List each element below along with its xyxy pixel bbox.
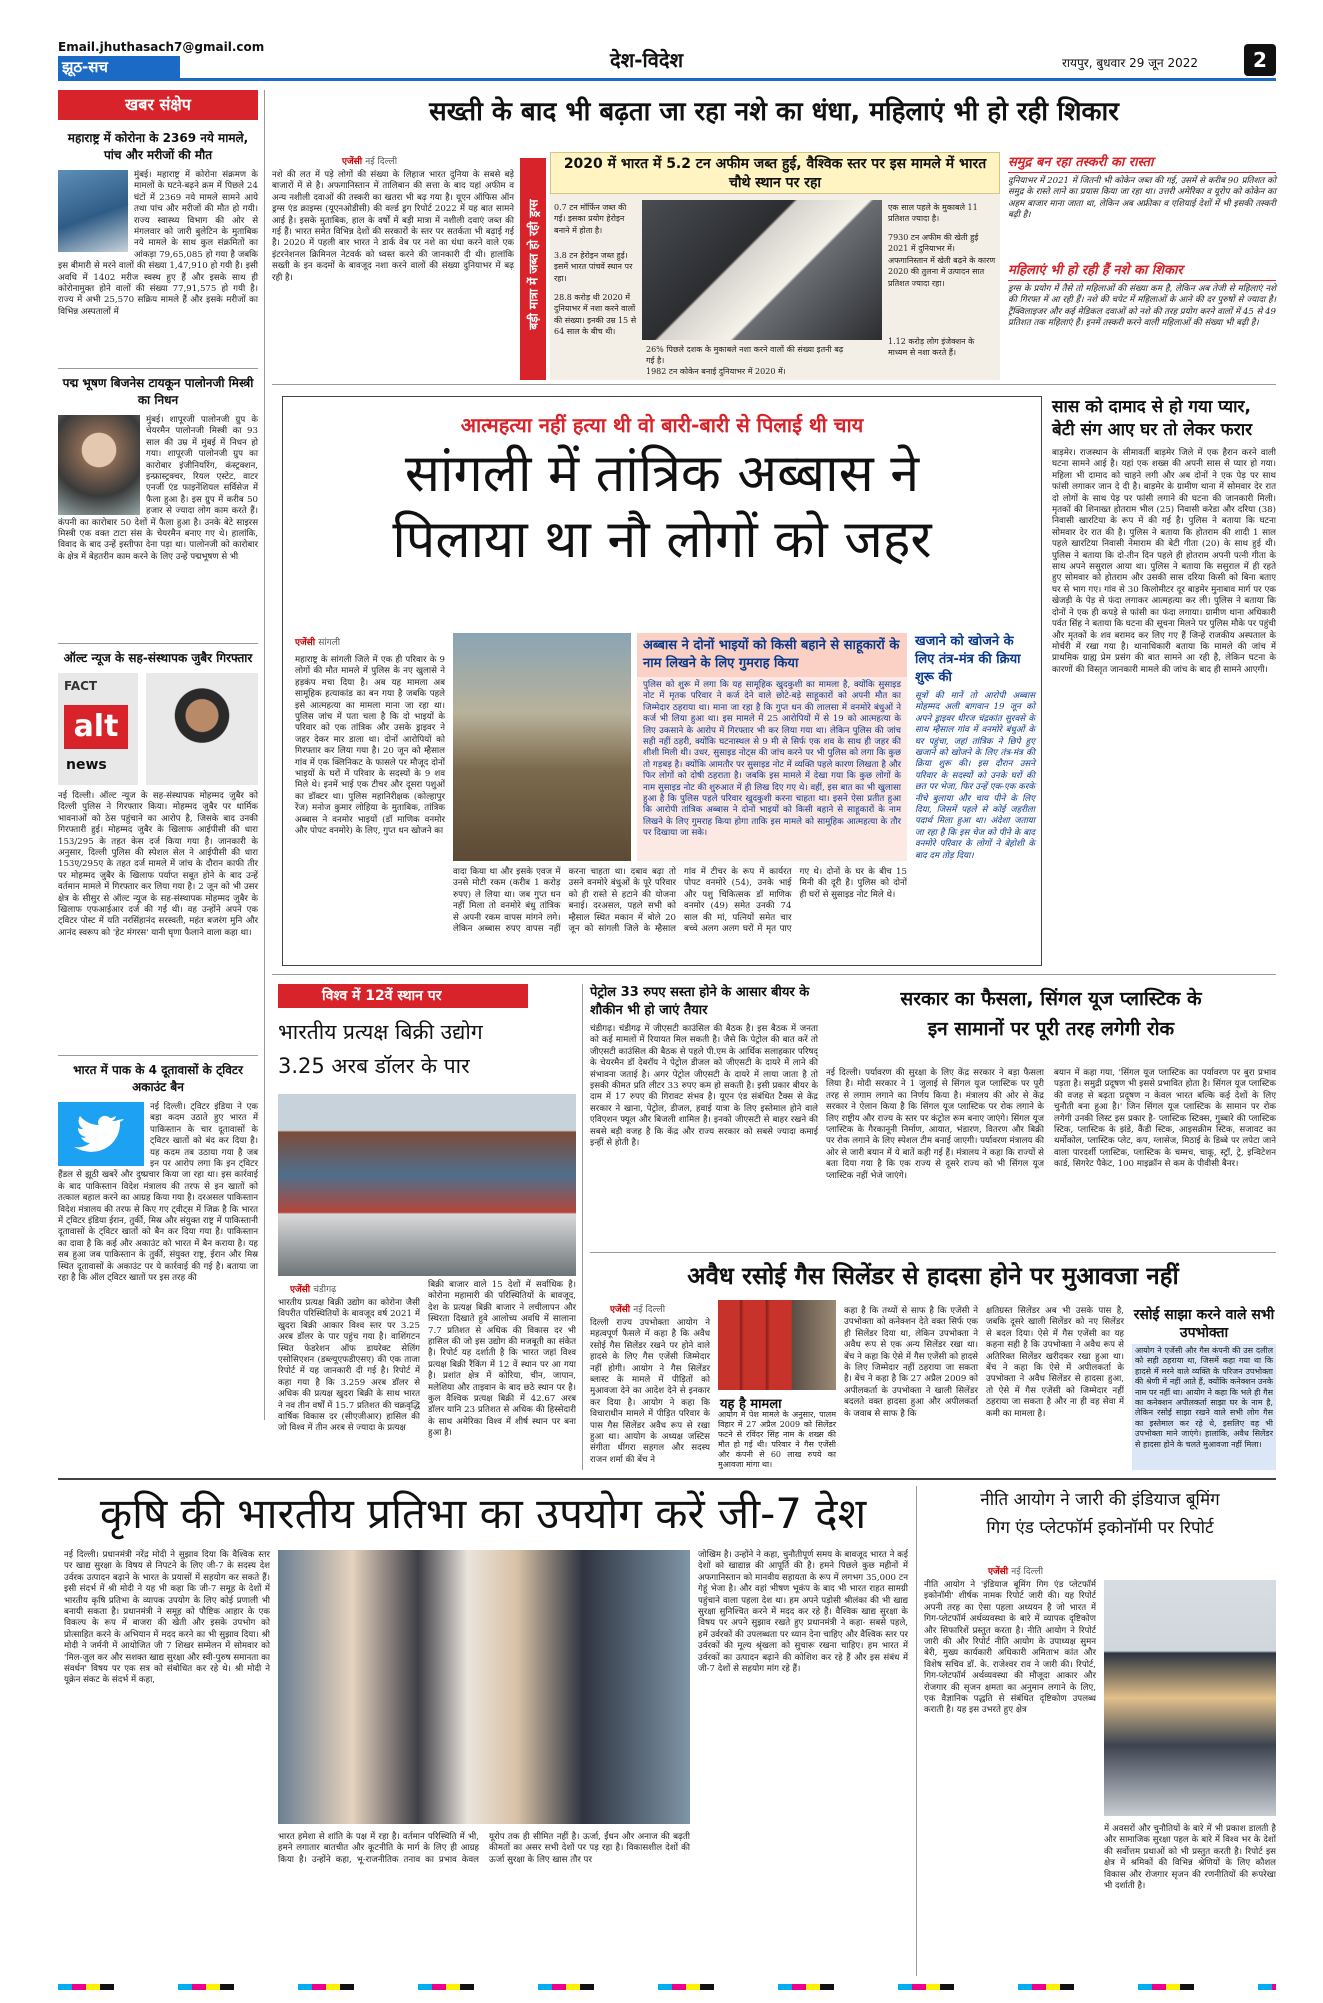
drugs-byline	[342, 154, 397, 167]
niti-col1: नीति आयोग ने 'इंडियाज बूमिंग गिग एंड प्लेटफॉर्म इकोनॉमी' शीर्षक नामक रिपोर्ट जारी की। यह रिपोर्ट अपनी तरह का ऐसा पहला अध्ययन है जो भारत में गिग-प्लेटफॉर्म अर्थव्यवस्था के बारे में व्यापक दृष्टिकोण और सिफारिशें प्रस्तुत करता है। नीति आयोग ने रिपोर्ट जारी की और रिपोर्ट नीति आयोग के उपाध्यक्ष सुमन बेरी, मुख्य कार्यकारी अधिकारी अमिताभ कांत और विशेष सचिव डॉ. के. राजेश्वर राव ने जारी की। रिपोर्ट, गिग-प्लेटफॉर्म अर्थव्यवस्था की मौजूदा आकार और रोजगार की सृजन क्षमता का अनुमान लगाने के लिए, एक वैज्ञानिक पद्धति से संबंधित दृष्टिकोण उपलब्ध कराती है। यह इस उभरते हुए क्षेत्र	[924, 1580, 1096, 1716]
plastic-story	[826, 984, 1276, 1246]
gas-case-title: यह है मामला	[720, 1397, 782, 1412]
drugs-story	[272, 88, 1276, 380]
g7-col1: नई दिल्ली। प्रधानमंत्री नरेंद्र मोदी ने सुझाव दिया कि वैश्विक स्तर पर खाद्य सुरक्षा के विषय से निपटने के लिए जी-7 के सदस्य देश उर्वरक उत्पादन बढ़ाने के भारत के प्रयासों में सहयोग कर सकते हैं। इसी संदर्भ में श्री मोदी ने यह भी कहा कि जी-7 समूह के देशों में भारतीय कृषि प्रतिभा के व्यापक उपयोग के लिए कोई प्रणाली भी बनायी सकता है। प्रधानमंत्री ने समूह को पौष्टिक आहार के एक विकल्प के रूप में बाजरा की खेती और इसके उपभोग को प्रोत्साहित करने के अभियान में मदद करने का भी सुझाव दिया। श्री मोदी ने जर्मनी में आयोजित जी 7 शिखर सम्मेलन में सोमवार को 'मिल-जुल कर और सशक्त खाद्य सुरक्षा और स्वी-पुरुष समानता का संवर्धन' विषय पर एक सत्र को संबोधित कर रहे थे। श्री मोदी ने यूक्रेन संकट के संदर्भ में कहा,	[64, 1550, 270, 1686]
drugs-sidebar	[1008, 152, 1276, 380]
gas-col2: कहा है कि तथ्यों से साफ है कि एजेंसी ने उपभोक्ता को कनेक्शन देते वक्त सिर्फ एक ही सिलेंडर दिया था, लेकिन उपभोक्ता ने अवैध रूप से एक अन्य सिलेंडर रखा था। बेंच ने कहा कि ऐसे में गैस एजेंसी को हादसे के लिए जिम्मेदार नहीं ठहराया जा सकता है। बेंच ने कहा है कि 27 अप्रैल 2009 को अपीलकर्ता के उपभोक्ता ने खाली सिलेंडर बदलते वक्त हादसा हुआ और अपीलकर्ता के जवाब से साफ है कि	[844, 1306, 978, 1419]
gas-col1: दिल्ली राज्य उपभोक्ता आयोग ने महत्वपूर्ण फैसले में कहा है कि अवैध रसोई गैस सिलेंडर रखने पर होने वाले हादसे के लिए गैस एजेंसी जिम्मेदार नहीं होगी। आयोग ने गैस सिलेंडर ब्लास्ट के मामले में पीड़ितों को मुआवजा देने का आदेश देने से इनकार कर दिया है। आयोग ने कहा कि विचाराधीन मामले में पीड़ित परिवार के पास गैस सिलेंडर अवैध रूप से रखा हुआ था। आयोग के अध्यक्ष जस्टिस संगीता धींगरा सहगल और सदस्य राजन शर्मा की बेंच ने	[590, 1318, 710, 1465]
sangli-byline	[295, 635, 340, 648]
petrol-headline: पेट्रोल 33 रुपए सस्ता होने के आसार बीयर के शौकीन भी हो जाएं तैयार	[590, 985, 810, 1018]
footer-bar	[58, 1984, 1276, 1990]
sangli-box	[637, 633, 907, 861]
byline-agency: एजेंसी	[610, 1305, 631, 1315]
brief-item-3	[58, 643, 258, 1045]
byline-agency: एजेंसी	[290, 1285, 311, 1295]
sales-col2: बिक्री बाजार वाले 15 देशों में सर्वाधिक है। कोरोना महामारी की परिस्थितियों के बावजूद, देश के प्रत्यक्ष बिक्री बाजार ने लचीलापन और स्थिरता दिखाते हुवे आलोच्य अवधि में सालाना 7.7 प्रतिशत से अधिक की विकास दर भी हासिल की जो इस उद्योग की मजबूती का संकेत है। रिपोर्ट यह दर्शाती है कि भारत जहां विश्व प्रत्यक्ष बिक्री रैंकिंग में 12 वें स्थान पर आ गया है। प्रशांत क्षेत्र में कोरिया, चीन, जापान, मलेशिया और ताइवान के बाद छठे स्थान पर है। कुल वैश्विक प्रत्यक्ष बिक्री में 42.67 अरब डॉलर यानि 23 प्रतिशत से अधिक की हिस्सेदारी के साथ अमेरिका विश्व में शीर्ष स्थान पर बना हुआ है।	[428, 1280, 576, 1439]
fact-label: FACT	[64, 679, 98, 693]
altnews-image	[58, 673, 258, 785]
plastic-col2: बयान में कहा गया, 'सिंगल यूज प्लास्टिक का पर्यावरण पर बुरा प्रभाव पड़ता है। समुद्री प्रदूषण भी इससे प्रभावित होता है। सिंगल यूज प्लास्टिक की वजह से बढ़ता प्रदूषण न केवल भारत बल्कि कई देशों के लिए चुनौती बना हुआ है।' जिन सिंगल यूज प्लास्टिक के सामान पर रोक लगेगी उनकी लिस्ट इस प्रकार है- प्लास्टिक स्टिक्स, गुब्बारे की प्लास्टिक स्टिक, प्लास्टिक के झंडे, कैंडी स्टिक, आइसक्रीम स्टिक, सजावट का थर्मोकोल, प्लास्टिक प्लेट, कप, ग्लासेज, मिठाई के डिब्बे पर लपेटा जाने वाला पारदर्शी प्लास्टिक, प्लास्टिक के चम्मच, चाकू, स्ट्रॉ, ट्रे, इन्विटेशन कार्ड, सिगरेट पैकेट, 100 माइक्रॉन से कम के पीवीसी बैनर।	[1054, 1068, 1276, 1170]
brief-item-2	[58, 368, 258, 633]
side1-title: समुद्र बन रहा तस्करी का रास्ता	[1008, 152, 1276, 173]
gas-case-body: आयोग में पेश मामले के अनुसार, पालम विहार में 27 अप्रैल 2009 को सिलेंडर फटने से रविंदर सिंह नाम के शख्स की मौत हो गई थी। परिवार ने गैस एजेंसी और कंपनी से 60 लाख रुपये का मुआवजा मांगा था।	[718, 1410, 836, 1469]
niti-photo	[1104, 1580, 1276, 1816]
brief-title: पद्म भूषण बिजनेस टायकून पालोनजी मिस्त्री का निधन	[62, 376, 254, 407]
petrol-body: चंडीगढ़। चंडीगढ़ में जीएसटी काउंसिल की बैठक है। इस बैठक में जनता को कई मामलों में रियायत मिल सकती है। जैसे कि पेट्रोल की बात करें तो जीएसटी काउंसिल की बैठक से पहले पी.एम के आर्थिक सलाहकार परिषद् के चेयरमैन डॉ देबरॉय ने पेट्रोल डीजल को जीएसटी के दायरे में लाने की संभावना जताई है। अगर पेट्रोल जीएसटी के दायरे में लाया जाता है तो इसकी कीमत प्रति लीटर 33 रुपए कम हो सकती है। इसी प्रकार बीयर के दाम में 17 रुपए की गिरावट संभव है। यूएन एंड संबंधित टैक्स से केंद्र सरकार ने खाना, पेट्रोल, डीजल, हवाई यात्रा के लिए इस्तेमाल होने वाले एविएशन फ्यूल और बिजली शामिल है। इनको जीएसटी से बाहर रखने की सबसे बड़ी वजह है कि केंद्र और राज्य सरकार को सबसे ज्यादा कमाई इन्हीं से होती है।	[590, 1024, 818, 1149]
fact-right-3: 1.12 करोड़ लोग इंजेक्शन के माध्यम से नशा करते हैं।	[888, 337, 975, 358]
sangli-headline-1: सांगली में तांत्रिक अब्बास ने	[404, 444, 920, 504]
gas-byline	[610, 1302, 665, 1315]
sasu-story	[1052, 396, 1276, 966]
g7-col3: जोखिम है। उन्होंने ने कहा, चुनौतीपूर्ण समय के बावजूद भारत ने कई देशों को खाद्यान्न की आपूर्ति की है। हमने पिछले कुछ महीनों में अफगानिस्तान को मानवीय सहायता के रूप में लगभग 35,000 टन गेहूं भेजा है। और वहां भीषण भूकंप के बाद भी भारत राहत सामग्री पहुंचाने वाला पहला देश था। हम अपने पड़ोसी श्रीलंका की भी खाद्य सुरक्षा सुनिश्चित करने में मदद कर रहे हैं। वैश्विक खाद्य सुरक्षा के विषय पर अपने सुझाव रखते हुए प्रधानमंत्री ने कहा- सबसे पहले, हमें उर्वरकों की उपलब्धता पर ध्यान देना चाहिए और वैश्विक स्तर पर उर्वरकों की मूल्य श्रृंखला को सुचारू रखना चाहिए। हम भारत में उर्वरकों का उत्पादन बढ़ाने की कोशिश कर रहे हैं और इस संबंध में जी-7 देशों से सहयोग मांग रहे हैं।	[698, 1550, 908, 1675]
sangli-col2: वादा किया था और इसके एवज में उनसे मोटी रकम (करीब 1 करोड़ रुपए) ले लिया था। जब गुप्त धन नहीं मिला तो वनमोरे बंधु तांत्रिक से अपनी रकम वापस मांगने लगे। लेकिन अब्बास रुपए वापस नहीं करना चाहता था। दबाव बढ़ा तो उसने वनमोरे बंधुओं के पूरे परिवार को ही रास्ते से हटाने की योजना बनाई। दरअसल, पहले सभी को म्हैसाल स्थित मकान में बोले 20 जून को सांगली जिले के म्हैसाल गांव में टीचर के रूप में कार्यरत पोपट वनमोरे (54), उनके भाई और पशु चिकित्सक डॉ माणिक वनमोर (49) समेत उनकी 74 साल की मां, पत्नियों समेत चार बच्चे अलग अलग घरों में मृत पाए गए थे। दोनों के घर के बीच 15 मिनी की दूरी है। पुलिस को दोनों ही घरों से सुसाइड नोट मिले थे।	[453, 867, 907, 935]
sales-headline-2: 3.25 अरब डॉलर के पार	[278, 1054, 470, 1078]
side1-body: दुनियाभर में 2021 में जितनी भी कोकेन जब्त की गई, उसमें से करीब 90 प्रतिशत को समुद्र के रास्ते लाने का प्रयास किया जा रहा था। उत्तरी अमेरिका व यूरोप को कोकेन का अहम बाजार माना जाता था, लेकिन अब अफ्रीका व एशियाई देशों में भी इसकी तस्करी बढ़ी है।	[1008, 176, 1276, 221]
masthead-rule	[58, 78, 1276, 81]
cylinder-photo	[718, 1300, 836, 1390]
niti-story	[924, 1486, 1276, 1976]
mistry-photo	[58, 415, 140, 515]
niti-headline-2: गिग एंड प्लेटफॉर्म इकोनॉमी पर रिपोर्ट	[986, 1518, 1214, 1538]
fact-left-2: 3.8 टन हेरोइन जब्त हुई। इसमें भारत पांचवें स्थान पर रहा।	[554, 251, 633, 283]
sangli-sidebar-title: खजाने को खोजने के लिए तंत्र-मंत्र की क्रिया शुरू की	[915, 634, 1021, 685]
plastic-headline-1: सरकार का फैसला, सिंगल यूज प्लास्टिक के	[900, 988, 1202, 1010]
drugs-graphic	[550, 152, 1000, 380]
brief-column	[58, 90, 258, 1420]
sangli-box-body: पुलिस को शुरू में लगा कि यह सामूहिक खुदकुशी का मामला है, क्योंकि सुसाइड नोट में मृतक परिवार ने कर्ज देने वाले छोटे-बड़े साहूकारों को अपनी मौत का जिम्मेदार ठहराया था। माना जा रहा है कि गुप्त धन की लालसा में वनमोरे बंधुओं ने कर्ज भी लिया हुआ था। इस मामले में 25 आरोपियों में से 19 को आत्महत्या के लिए उकसाने के आरोप में गिरफ्तार भी कर लिया गया था। लेकिन पुलिस की जांच सही नहीं ठहरी, क्योंकि घटनास्थल से 9 मी से सिर्फ एक शव के साथ ही जहर की शीशी मिली थी। उधर, सुसाइड नोट्स की जांच करने पर भी पुलिस को लगा कि कुछ तो गड़बड़ है। क्योंकि आमतौर पर सुसाइड नोट में व्यक्ति पहले कारण लिखता है और फिर लोगों को दोषी ठहराता है। जबकि इस मामले में देखा गया कि कुछ लोगों के नाम सुसाइड नोट की शुरुआत में ही लिख दिए गए थे। वहीं, इस बात का भी खुलासा हुआ है कि पुलिस पहले परिवार खुदकुशी करना चाहता था। इसने ऐसा प्रतीत हुआ कि आरोपी तांत्रिक अब्बास ने दोनों भाइयों को किसी बहाने से साहूकारों के नाम लिखने के लिए गुमराह किया होगा ताकि इस मामले को सामूहिक आत्महत्या के तौर पर दिखाया जा सके।	[643, 680, 901, 839]
drugs-photo	[642, 200, 882, 340]
sales-divider	[582, 984, 583, 1470]
sangli-sidebar	[915, 633, 1035, 959]
twitter-photo	[58, 1102, 144, 1166]
plastic-headline-2: इन सामानों पर पूरी तरह लगेगी रोक	[927, 1018, 1175, 1040]
g7-photo	[278, 1550, 690, 1824]
side2-title: महिलाएं भी हो रही हैं नशे का शिकार	[1008, 260, 1276, 281]
fact-left-3: 28.8 करोड़ थी 2020 में दुनियाभर में नशा करने वालों की संख्या। इनकी उम्र 15 से 64 साल के बीच थी।	[554, 293, 637, 337]
g7-divider	[916, 1486, 917, 1976]
brief-item-1	[58, 130, 258, 358]
brief-divider	[264, 90, 265, 1420]
sasu-headline: सास को दामाद से हो गया प्यार, बेटी संग आए घर तो लेकर फरार	[1052, 397, 1253, 440]
g7-col2: भारत हमेशा से शांति के पक्ष में रहा है। वर्तमान परिस्थिति में भी, हमने लगातार बातचीत और कूटनीति के मार्ग के लिए ही आग्रह किया है। उन्होंने कहा, भू-राजनीतिक तनाव का प्रभाव केवल यूरोप तक ही सीमित नहीं है। ऊर्जा, ईंधन और अनाज की बढ़ती कीमतों का असर सभी देशों पर पड़ रहा है। विकासशील देशों की ऊर्जा सुरक्षा के लिए खास तौर पर	[278, 1832, 690, 1865]
brief-body: नई दिल्ली। ऑल्ट न्यूज के सह-संस्थापक मोहम्मद जुबैर को दिल्ली पुलिस ने गिरफ्तार किया। मोहम्मद जुबैर पर धार्मिक भावनाओं को ठेस पहुंचाने का आरोप है, जिसके बाद उनकी गिरफ्तारी हुई। मोहम्मद जुबैर के खिलाफ आईपीसी की धारा 153/295 के तहत केस दर्ज किया गया है। जानकारी के अनुसार, दिल्ली पुलिस की स्पेशल सेल ने आईपीसी की धारा 153ए/295ए के तहत दर्ज मामले में जांच के दौरान काफी तीर पर मोहम्मद जुबैर के खिलाफ पर्याप्त सबूत होने के बाद उन्हें वर्तमान मामले में गिरफ्तार कर लिया गया है। 2 जून को भी उसर क्षेत्र के सीसुर से ऑल्ट न्यूज के सह-संस्थापक मोहम्मद जुबैर के खिलाफ एफआईआर दर्ज की गई थी। वह उन्होंने अपने एक ट्विटर पोस्ट में यति नरसिंहानंद सरस्वती, महंत बजरंग मुनि और आनंद स्वरूप को 'हेट मंगरस' यानी घृणा फैलाने वाला कहा था।	[58, 791, 258, 938]
fact-bottom-2: 1982 टन कोकेन बनाई दुनियाभर में 2020 में।	[646, 367, 786, 376]
byline-place: नई दिल्ली	[633, 1305, 666, 1315]
email: Email.jhuthasach7@gmail.com	[58, 40, 265, 54]
petrol-story	[590, 984, 818, 1246]
drugs-headline: सख्ती के बाद भी बढ़ता जा रहा नशे का धंधा, महिलाएं भी हो रही शिकार	[429, 97, 1119, 127]
brief-item-4	[58, 1055, 258, 1322]
sangli-col1: महाराष्ट्र के सांगली जिले में एक ही परिवार के 9 लोगों की मौत मामले में पुलिस के नए खुलासे ने हड़कंप मचा दिया है। अब यह मामला अब सामूहिक हत्याकांड का बन गया है जबकि पहले इसे आत्महत्या का मामला माना जा रहा था। पुलिस जांच में पता चला है कि दो भाइयों के परिवार को एक तांत्रिक और उसके ड्राइवर ने जहर देकर मार डाला था। दोनों आरोपियों को गिरफ्तार कर लिया गया है। 20 जून को म्हैसाल गांव में एक क्लिनिकट के फासले पर मौजूद दोनों भाइयों के घरों में परिवार के सदस्यों के 9 शव मिले थे। इनमें भाई एक टीचर और दूसरा पशुओं का डॉक्टर था। पुलिस महानिरीक्षक (कोल्हापुर रेंज) मनोज कुमार लोहिया के मुताबिक, तांत्रिक अब्बास ने वनमोर भाइयों (डॉ माणिक वनमोर और पोपट वनमोरे) के लिए, गुप्त धन खोजने का	[295, 655, 445, 837]
lower-rule	[58, 1478, 1276, 1480]
gas-headline: अवैध रसोई गैस सिलेंडर से हादसा होने पर मुआवजा नहीं	[687, 1262, 1179, 1290]
masthead	[0, 0, 1323, 80]
sangli-sidebar-body: सूत्रों की मानें तो आरोपी अब्बास मोहम्मद अली बागवान 19 जून को अपने ड्राइवर धीरज चंद्रकांत सुरवसे के साथ म्हैसाल गांव में वनमोरे बंधुओं के घर पहुंचा, जहां तांत्रिक ने छिपे हुए खजाने को खोजने के लिए तंत्र-मंत्र की क्रिया शुरू की। इस दौरान उसने परिवार के सदस्यों को उनके घरों की छत पर भेजा, फिर उन्हें एक-एक करके नीचे बुलाया और चाय पीने के लिए दिया, जिसमें पहले से कोई जहरीला पदार्थ मिला हुआ था। अंदेशा जताया जा रहा है कि इस चेज को पीने के बाद वनमोरे परिवार के लोगों ने बेहोशी के बाद दम तोड़ दिया।	[915, 691, 1035, 861]
niti-byline	[988, 1564, 1043, 1577]
byline-agency: एजेंसी	[988, 1567, 1009, 1577]
sangli-headline-2: पिलाया था नौ लोगों को जहर	[392, 510, 932, 570]
side2-body: ड्रग्स के प्रयोग में तैसे तो महिलाओं की संख्या कम है, लेकिन अब तेजी से महिलाएं नशे की गिरफ्त में आ रही हैं। नशे की चपेट में महिलाओं के आने की दर पुरुषों से ज्यादा है। ट्रैंक्विलाइजर और कई मेडिकल दवाओं को नशे की तरह प्रयोग करने वालों में 45 से 49 प्रतिशत तक महिलाएं हैं। इनमें तस्करी करने वाली महिलाओं की संख्या भी बढ़ी है।	[1008, 284, 1276, 329]
mid-rule	[272, 974, 1276, 975]
sales-byline	[290, 1282, 336, 1295]
fact-right-2: 7930 टन अफीम की खेती हुई 2021 में दुनियाभर में। अफगानिस्तान में खेती बढ़ने के कारण 2020 की तुलना में उत्पादन सात प्रतिशत ज्यादा रहा।	[888, 233, 996, 288]
sangli-box-title: अब्बास ने दोनों भाइयों को किसी बहाने से साहूकारों के नाम लिखने के लिए गुमराह किया	[637, 633, 907, 677]
brief-title: भारत में पाक के 4 दूतावासों के ट्विटर अकाउंट बैन	[73, 1063, 243, 1094]
niti-headline-1: नीति आयोग ने जारी की इंडियाज बूमिंग	[980, 1490, 1220, 1510]
brief-body: मुंबई। महाराष्ट्र में कोरोना संक्रमण के मामलों के घटने-बढ़ने क्रम में पिछले 24 घंटों में 2369 नये मामले सामने आये तथा पांच और मरीजों की मौत हो गयी। राज्य स्वास्थ्य विभाग की ओर से मंगलवार को जारी बुलेटिन के मुताबिक नये मामले के साथ कुल संक्रमितों का आंकड़ा 79,65,085 हो गया है जबकि इस बीमारी से मरने वालों की संख्या 1,47,910 हो गयी है। इसी अवधि में 1402 मरीज स्वस्थ हुए हैं और इसके साथ ही कोरोनामुक्त होने वालों की संख्या 77,91,575 हो गयी है। राज्य में अभी 25,570 सक्रिय मामले हैं और इसके मरीजों का विभिन्न अस्पतालों में	[58, 170, 258, 317]
page-number: 2	[1244, 44, 1276, 76]
gas-side-body: आयोग ने एजेंसी और गैस कंपनी की उस दलील को सही ठहराया था, जिसमें कहा गया था कि हादसे में मरने वाले व्यक्ति के परिजन उपभोक्ता की श्रेणी में नहीं आते हैं, क्योंकि कनेक्शन उनके नाम पर नहीं था। आयोग ने कहा कि भले ही गैस का कनेक्शन अपीलकर्ता साझा घर के नाम है, लेकिन रसोई साझा रखने वाले सभी लोग गैस का इस्तेमाल कर रहे थे, इसलिए वह भी उपभोक्ता माने जाएंगे। हालांकि, अवैध सिलेंडर से हादसा होने के चलते मुआवजा नहीं मिला।	[1132, 1344, 1276, 1470]
plastic-col1: नई दिल्ली। पर्यावरण की सुरक्षा के लिए केंद्र सरकार ने बड़ा फैसला लिया है। मोदी सरकार ने 1 जुलाई से सिंगल यूज प्लास्टिक पर पूरी तरह से लगाम लगाने का निर्णय किया है। मंत्रालय की ओर से केंद्र सरकार ने ऐलान किया है कि सिंगल यूज प्लास्टिक पर रोक लगाने के लिए राष्ट्रीय और राज्य के स्तर पर कंट्रोल रूम बनाए जाएंगे। सिंगल यूज प्लास्टिक के गैरकानूनी निर्माण, आयात, भंडारण, वितरण और बिक्री पर रोक लगाने के लिए स्पेशल टीम बनाई जाएगी। पर्यावरण मंत्रालय की ओर से जारी बयान में ये बातें कही गई हैं। मंत्रालय ने कहा कि राज्यों से बता दिया गया है कि एक राज्य से दूसरे राज्य को भी सिंगल यूज प्लास्टिक नहीं भेजे जाएंगे।	[826, 1068, 1044, 1181]
fact-bottom-1: 26% पिछले दशक के मुकाबले नशा करने वालों की संख्या इतनी बढ़ गई है।	[646, 345, 844, 366]
fact-left-1: 0.7 टन मॉर्फिन जब्त की गई। इसका प्रयोग हेरोइन बनाने में होता है।	[554, 203, 627, 235]
sales-headline-1: भारतीय प्रत्यक्ष बिक्री उद्योग	[278, 1020, 483, 1044]
gas-side-title: रसोई साझा करने वाले सभी उपभोक्ता	[1133, 1307, 1275, 1341]
drugs-banner: 2020 में भारत में 5.2 टन अफीम जब्त हुई, वैश्विक स्तर पर इस मामले में भारत चौथे स्थान पर रहा	[550, 152, 1000, 194]
news-label: news	[66, 757, 107, 773]
drugs-col1: नशे की लत में पड़े लोगों की संख्या के लिहाज भारत दुनिया के सबसे बड़े बाजारों में से है। अफगानिस्तान में तालिबान की सत्ता के बाद यहां अफीम व अन्य नशीली दवाओं की तस्करी का खतरा भी बढ़ गया है। यूएन ऑफिस ऑन ड्रग्स एंड क्राइम्स (यूएनओडीसी) की वर्ल्ड ड्रग रिपोर्ट 2022 में यह बात सामने आई है। इसके मुताबिक, हाल के वर्षों में बड़ी मात्रा में नशीली दवाएं जब्त की गई हैं। भारत समेत विभिन्न देशों की सरकारों के स्तर पर सतर्कता भी बढ़ाई गई है। 2020 में पहली बार भारत ने डार्क वेब पर नशे का धंधा करने वाले एक इंटरनेशनल क्रिमिनल नेटवर्क को ध्वस्त करने की जानकारी दी थी। हालांकि सख्ती के इन कदमों के बावजूद नशा करने वालों की संख्या दुनियाभर में बढ़ रही है।	[272, 170, 514, 283]
vertical-label-text: बड़ी मात्रा में जब्त हो रही ड्रग्स	[526, 199, 541, 330]
drugs-vertical-label	[520, 158, 546, 380]
sales-story	[278, 984, 576, 1472]
corona-photo	[58, 170, 128, 252]
sales-tag: विश्व में 12वें स्थान पर	[278, 984, 528, 1008]
gas-story	[590, 1260, 1276, 1470]
twitter-bird-icon	[58, 1102, 144, 1166]
byline-place: नई दिल्ली	[365, 157, 398, 167]
g7-story	[58, 1486, 908, 1976]
brief-body: नई दिल्ली। ट्विटर इंडिया ने एक बड़ा कदम उठाते हुए भारत में पाकिस्तान के चार दूतावासों के ट्विटर खातों को बंद कर दिया है। यह कदम तब उठाया गया है जब इन पर आरोप लगा कि इन ट्विटर हैंडल से झूठी खबरें और दुष्प्रचार किया जा रहा था। इस कार्रवाई के बाद पाकिस्तान विदेश मंत्रालय की तरफ से इन खातों को तत्काल बहाल करने का आग्रह किया गया है। दरअसल पाकिस्तान विदेश मंत्रालय की तरफ से किए गए ट्वीट्स में जिक्र है कि भारत में ट्विटर इंडिया ईरान, तुर्की, मिस्र और संयुक्त राष्ट्र में पाकिस्तानी दूतावासों के ट्विटर खातों को बैन कर दिया गया है। पाकिस्तान का दावा है कि कई और अकाउंट को भारत में बैन कराया है। यह सब हुआ जब पाकिस्तान के तुर्की, संयुक्त राष्ट्र, ईरान और मिस्र स्थित दूतावासों के अकाउंट पर ये कार्रवाई की गई है। बताया जा रहा है कि ऑल ट्विटर खातों पर इस तरह की	[58, 1102, 258, 1284]
sasu-body: बाड़मेर। राजस्थान के सीमावर्ती बाड़मेर जिले में एक हैरान करने वाली घटना सामने आई है। यहां एक शख्स की अपनी सास से प्यार हो गया। महिला भी दामाद को चाहने लगी और अब दोनों ने एक पेड़ पर साथ फांसी लगाकर जान दे दी है। बाड़मेर के ग्रामीण थाना में सोमवार देर रात दो लोगों के साथ पेड़ पर फांसी लगाने की घटना की जानकारी मिली। मृतकों की शिनाख्त होतराम भील (25) निवासी करेडा और दरिया (38) निवासी खारटिया के रूप में की गई है। पुलिस ने बताया कि घटना सोमवार देर रात की है। पुलिस ने बताया कि होतराम की शादी 1 साल पहले खारटिया निवासी नेमाराम की बेटी गीता (20) के साथ हुई थी। पुलिस ने बताया कि दो-तीन दिन पहले ही होतराम अपनी पत्नी गीता के साथ अपने ससुराल आया था। पुलिस ने बताया कि ससुराल में ही रहते हुए सोमवार को होतराम और उसकी सास दरिया किसी को बिना बताए घर से भाग गए। गांव से 30 किलोमीटर दूर बाड़मेर मुनाबाव मार्ग पर एक खेजड़ी के पेड़ से फंदा लगाकर आत्महत्या कर ली। पुलिस ने बताया कि दोनों ने एक ही कपड़े से फांसी का फंदा लगाया। ग्रामीण थाना अधिकारी पर्वत सिंह ने बताया कि घटना की सूचना मिलने पर पुलिस मौके पर पहुंची और मृतकों के शव बरामद कर लिए गए हैं जिन्हें राजकीय अस्पताल के मोर्चरी में रखा गया है। थानाधिकारी बताया कि मामले की जांच में प्राथमिक ग्राह्य प्रेम प्रसंग की बात सामने आ रही है, लेकिन घटना के कारणों की विस्तृत जानकारी मामले की जांच के बाद ही सामने आएगी।	[1052, 448, 1276, 675]
sangli-story	[282, 396, 1042, 966]
brief-body: मुंबई। शापूरजी पालोनजी ग्रुप के चेयरमैन पालोनजी मिस्त्री का 93 साल की उम्र में मुंबई में निधन हो गया। शापूरजी पालोनजी ग्रुप का कारोबार इंजीनियरिंग, कंस्ट्रक्शन, इन्फ्रास्ट्रक्चर, रियल एस्टेट, वाटर एनर्जी एंड फाइनेंशियल सर्विसेज में फैला हुआ है। इस ग्रुप में करीब 50 हजार से ज्यादा लोग काम करते हैं। कंपनी का कारोबार 50 देशों में फैला हुआ है। उनके बेटे साइरस मिस्त्री एक वक्त टाटा संस के चेयरमैन बनाए गए थे। हालांकि, विवाद के बाद उन्हें इस्तीफा देना पड़ा था। पालोनजी को कारोबार के क्षेत्र में बेहतरीन काम करने के लिए उन्हें पद्मभूषण से भी	[58, 415, 258, 562]
paper-name-text: झूठ-सच	[62, 58, 108, 76]
sangli-kicker: आत्महत्या नहीं हत्या थी वो बारी-बारी से पिलाई थी चाय	[460, 413, 864, 437]
plastic-bottom-rule	[590, 1252, 1276, 1253]
byline-place: चंडीगढ़	[313, 1285, 337, 1295]
sangli-photo	[453, 633, 631, 861]
alt-label: alt	[64, 705, 128, 749]
byline-agency: एजेंसी	[295, 638, 316, 648]
altnews-logo	[58, 673, 138, 785]
fact-right-1: एक साल पहले के मुकाबले 11 प्रतिशत ज्यादा है।	[888, 203, 978, 224]
byline-place: सांगली	[318, 638, 341, 648]
brief-title: महाराष्ट्र में कोरोना के 2369 नये मामले, पांच और मरीजों की मौत	[67, 131, 249, 162]
brief-header: खबर संक्षेप	[58, 90, 258, 120]
byline-place: नई दिल्ली	[1011, 1567, 1044, 1577]
section-title: देश-विदेश	[610, 48, 684, 72]
byline-agency: एजेंसी	[342, 157, 363, 167]
gas-col3: क्षतिग्रस्त सिलेंडर अब भी उसके पास है, जबकि दूसरे खाली सिलेंडर को नए सिलेंडर से बदल दिया। ऐसे में गैस एजेंसी का यह कहना सही है कि उपभोक्ता ने अवैध रूप से अतिरिक्त सिलेंडर खरीदकर रखा हुआ था। बेंच ने कहा कि ऐसे में अपीलकर्ता के उपभोक्ता ने अवैध सिलेंडर से हादसा हुआ, तो ऐसे में गैस एजेंसी को जिम्मेदार नहीं ठहराया जा सकता है और ना ही वह सेवा में कमी का मामला है।	[986, 1306, 1124, 1419]
g7-headline: कृषि की भारतीय प्रतिभा का उपयोग करें जी-7 देश	[99, 1489, 867, 1538]
brief-title: ऑल्ट न्यूज के सह-संस्थापक जुबैर गिरफ्तार	[63, 651, 253, 665]
zubair-photo	[146, 673, 258, 785]
sales-col1: भारतीय प्रत्यक्ष बिक्री उद्योग का कोरोना जैसी विपरीत परिस्थितियों के बावजूद वर्ष 2021 में खुदरा बिक्री आकार विश्व स्तर पर 3.25 अरब डॉलर के पार पहुंच गया है। वाशिंगटन स्थित फेडरेशन ऑफ डायरेक्ट सेलिंग एसोसिएशन (डब्ल्यूएफडीएसए) की एक ताजा रिपोर्ट में यह जानकारी दी गई है। रिपोर्ट में कहा गया है कि 3.259 अरब डॉलर से अधिक की प्रत्यक्ष खुदरा बिक्री के साथ भारत ने नव तीन वर्षों में 15.7 प्रतिशत की चक्रवृद्धि वार्षिक विकास दर (सीएजीआर) हासिल की जो विश्व में तीन अरब से ज्यादा के प्रत्यक्ष	[278, 1298, 420, 1434]
dateline: रायपुर, बुधवार 29 जून 2022	[1062, 56, 1199, 70]
drugs-bottom-rule	[272, 384, 1276, 385]
niti-col2: में अवसरों और चुनौतियों के बारे में भी प्रकाश डालती है और सामाजिक सुरक्षा पहल के बारे में विश्व भर के देशों की सर्वोत्तम प्रथाओं को भी प्रस्तुत करती है। रिपोर्ट इस क्षेत्र में श्रमिकों की विभिन्न श्रेणियों के लिए कौशल विकास और रोजगार सृजन की रणनीतियों की रूपरेखा भी दर्शाती है।	[1104, 1824, 1276, 1892]
container-photo	[278, 1094, 576, 1276]
